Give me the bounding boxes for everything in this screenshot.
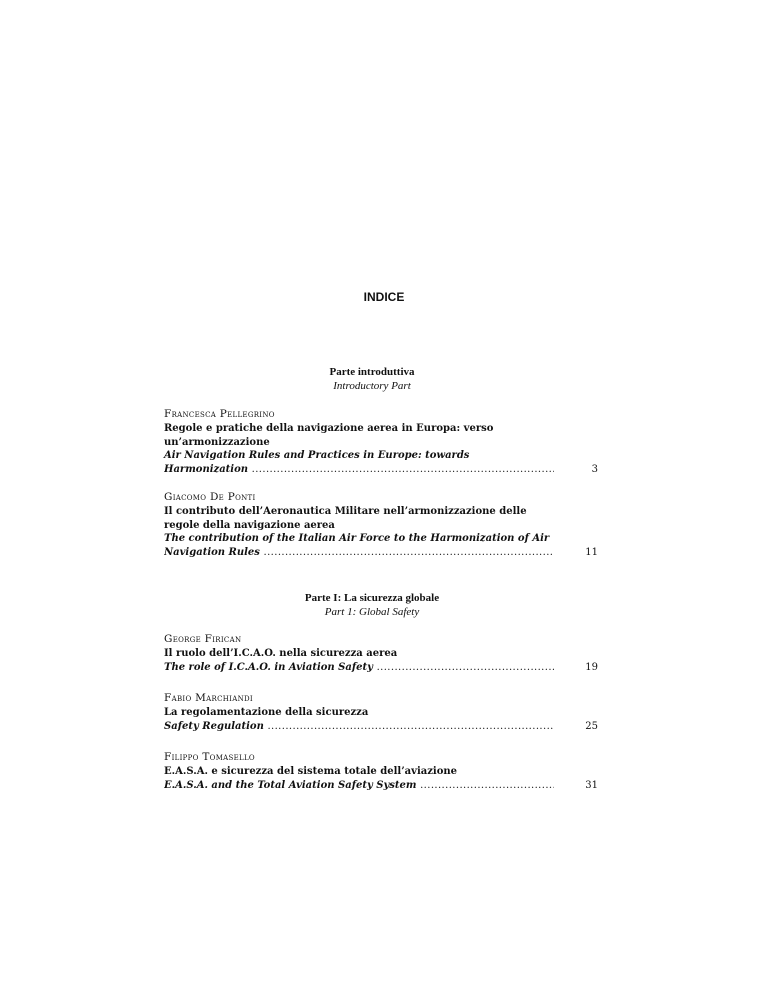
part-heading-introductory: [164, 365, 580, 393]
entry-english-title-line: Air Navigation Rules and Practices in Europe: towards: [164, 450, 470, 462]
entry-page-number: 19: [585, 661, 598, 673]
part-title-italian: Parte I: La sicurezza globale: [304, 592, 440, 604]
toc-entry[interactable]: [164, 408, 598, 477]
entry-last-line: [164, 463, 598, 477]
toc-entry[interactable]: [164, 751, 598, 792]
entry-italian-title-line: La regolamentazione della sicurezza: [164, 706, 369, 718]
entry-page-number: 3: [591, 464, 598, 476]
entry-last-line: [164, 779, 598, 793]
entry-last-line: [164, 661, 598, 675]
page-title: INDICE: [363, 290, 405, 304]
entry-italian-title-line: un’armonizzazione: [164, 436, 270, 448]
entry-page-number: 31: [585, 779, 598, 791]
toc-entry[interactable]: [164, 692, 598, 733]
entry-italian-title-line: Regole e pratiche della navigazione aerea in Europa: verso: [164, 422, 494, 434]
part-heading-global-safety: [164, 591, 580, 619]
entry-english-title-last: The role of I.C.A.O. in Aviation Safety .....: [164, 661, 554, 675]
entry-italian-title-line: Il ruolo dell’I.C.A.O. nella sicurezza aerea: [164, 647, 398, 659]
entry-italian-title-line: E.A.S.A. e sicurezza del sistema totale dell’aviazione: [164, 765, 458, 777]
entry-last-line: [164, 546, 598, 560]
toc-entry[interactable]: [164, 633, 598, 674]
part-title-english: Part 1: Global Safety: [324, 606, 420, 618]
entry-author: Fabio Marchiandi: [164, 692, 253, 704]
entry-page-number: 25: [585, 720, 598, 732]
entry-author: George Firican: [164, 633, 242, 645]
entry-author: Filippo Tomasello: [164, 751, 255, 763]
entry-last-line: [164, 720, 598, 734]
toc-entry[interactable]: [164, 491, 598, 560]
entry-english-title-last: Navigation Rules .....: [164, 546, 554, 560]
part-title-italian: Parte introduttiva: [329, 366, 415, 378]
entry-english-title-last: Harmonization .....: [164, 463, 554, 477]
entry-english-title-line: The contribution of the Italian Air Force to the Harmonization of Air: [164, 533, 550, 545]
entry-italian-title-line: Il contributo dell’Aeronautica Militare nell’armonizzazione delle: [164, 505, 527, 517]
part-title-english: Introductory Part: [333, 380, 411, 392]
entry-author: Francesca Pellegrino: [164, 408, 275, 420]
entry-english-title-last: Safety Regulation .....: [164, 720, 554, 734]
entry-author: Giacomo De Ponti: [164, 491, 256, 503]
entry-page-number: 11: [585, 547, 598, 559]
entry-italian-title-line: regole della navigazione aerea: [164, 519, 335, 531]
entry-english-title-last: E.A.S.A. and the Total Aviation Safety System .....: [164, 779, 554, 793]
